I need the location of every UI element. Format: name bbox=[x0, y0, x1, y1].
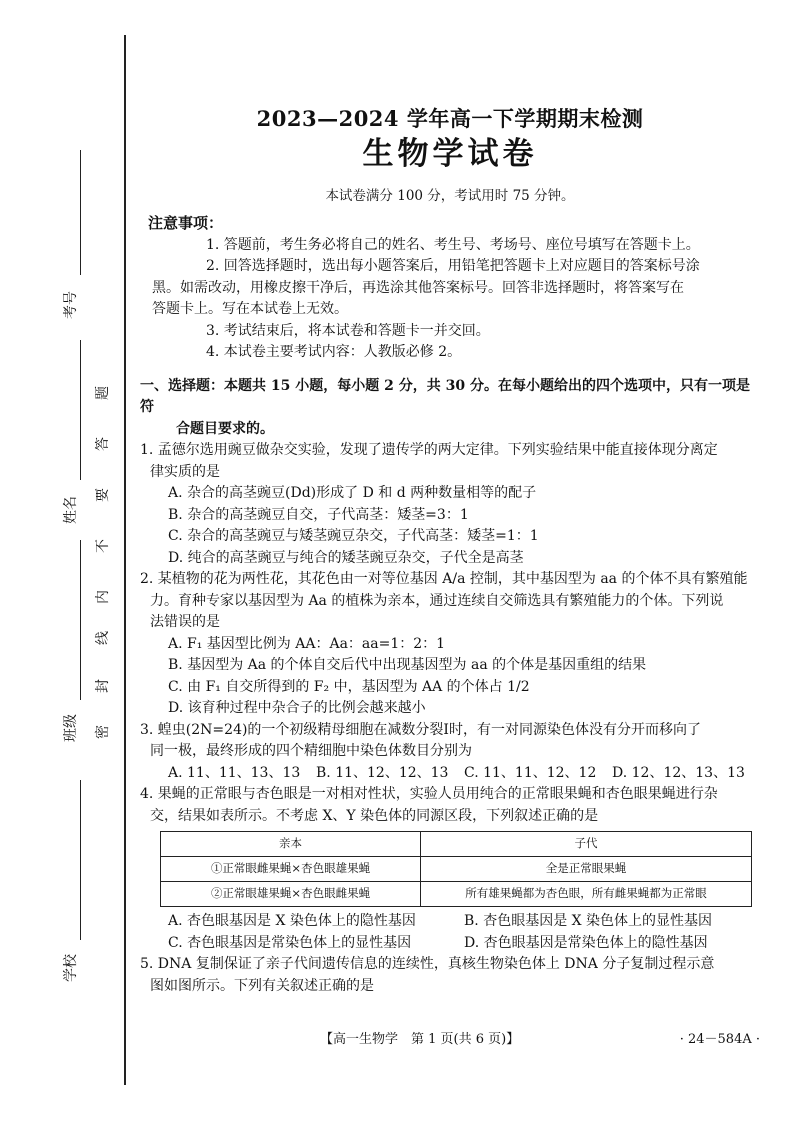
warning-char: 内 bbox=[95, 590, 111, 604]
exam-no-label: 考号 bbox=[63, 291, 79, 319]
class-underline bbox=[80, 540, 81, 700]
notice-title: 注意事项： bbox=[148, 214, 224, 232]
section-line: 合题目要求的。 bbox=[176, 420, 274, 437]
option-a: A. 杂合的高茎豌豆(Dd)形成了 D 和 d 两种数量相等的配子 bbox=[168, 485, 537, 501]
option-b: B. 杏色眼基因是 X 染色体上的显性基因 bbox=[464, 913, 713, 929]
question-stem: 交，结果如表所示。不考虑 X、Y 染色体的同源区段，下列叙述正确的是 bbox=[150, 807, 599, 824]
options-row bbox=[140, 911, 760, 933]
cross-results-table bbox=[160, 831, 752, 907]
section-heading bbox=[140, 376, 760, 441]
question-stem: 1. 孟德尔选用豌豆做杂交实验，发现了遗传学的两大定律。下列实验结果中能直接体现分离定 bbox=[140, 442, 718, 458]
warning-char: 题 bbox=[95, 386, 111, 400]
table-cell: ②正常眼雄果蝇×杏色眼雌果蝇 bbox=[161, 882, 421, 907]
option-d: D. 纯合的高茎豌豆与纯合的矮茎豌豆杂交，子代全是高茎 bbox=[168, 549, 524, 566]
page-number: 【高一生物学 第 1 页(共 6 页)】 bbox=[320, 1032, 520, 1047]
option-b: B. 基因型为 Aa 的个体自交后代中出现基因型为 aa 的个体是基因重组的结果 bbox=[168, 657, 647, 673]
warning-char: 密 bbox=[95, 725, 111, 739]
exam-title: 2023—2024 学年高一下学期期末检测 bbox=[256, 106, 644, 131]
option-b: B. 11、12、12、13 bbox=[316, 764, 449, 781]
section-line: 一、选择题：本题共 15 小题，每小题 2 分，共 30 分。在每小题给出的四个选项中，只有一项是符 bbox=[140, 377, 750, 415]
option-c: C. 杏色眼基因是常染色体上的显性基因 bbox=[168, 934, 412, 951]
warning-char: 线 bbox=[95, 631, 111, 645]
question-stem: 图如图所示。下列有关叙述正确的是 bbox=[150, 977, 374, 994]
option-c: C. 由 F₁ 自交所得到的 F₂ 中，基因型为 AA 的个体占 1/2 bbox=[168, 678, 530, 695]
seal-line bbox=[124, 35, 126, 1085]
warning-char: 封 bbox=[95, 679, 111, 693]
option-a: A. F₁ 基因型比例为 AA：Aa：aa=1：2：1 bbox=[168, 635, 446, 652]
notice-item: 4. 本试卷主要考试内容：人教版必修 2。 bbox=[206, 344, 462, 360]
name-label: 姓名 bbox=[63, 496, 79, 524]
question-stem: 律实质的是 bbox=[150, 463, 220, 480]
question-stem: 5. DNA 复制保证了亲子代间遗传信息的连续性，真核生物染色体上 DNA 分子复制过程示意 bbox=[140, 956, 715, 972]
question-stem: 3. 蝗虫(2N=24)的一个初级精母细胞在减数分裂Ⅰ时，有一对同源染色体没有分开而移向了 bbox=[140, 721, 701, 738]
question-stem: 同一极，最终形成的四个精细胞中染色体数目分别为 bbox=[150, 743, 472, 759]
table-header: 亲本 bbox=[161, 832, 421, 857]
school-label: 学校 bbox=[63, 954, 79, 982]
exam-subject: 生物学试卷 bbox=[362, 135, 538, 172]
question-2 bbox=[140, 569, 760, 720]
notice-item: 答题卡上。写在本试卷上无效。 bbox=[152, 301, 348, 317]
option-d: D. 12、12、13、13 bbox=[612, 764, 745, 781]
table-header-row bbox=[161, 832, 752, 857]
option-a: A. 11、11、13、13 bbox=[168, 764, 301, 781]
option-c: C. 11、11、12、12 bbox=[464, 764, 597, 781]
table-row bbox=[161, 857, 752, 882]
question-1 bbox=[140, 440, 760, 569]
question-stem: 2. 某植物的花为两性花，其花色由一对等位基因 A/a 控制，其中基因型为 aa 的个体不具有繁殖能 bbox=[140, 571, 748, 587]
options-row bbox=[140, 933, 760, 955]
table-cell: 全是正常眼果蝇 bbox=[421, 857, 752, 882]
notice-item: 黑。如需改动，用橡皮擦干净后，再选涂其他答案标号。回答非选择题时，将答案写在 bbox=[152, 279, 684, 296]
exam-content bbox=[140, 108, 760, 997]
warning-char: 答 bbox=[95, 437, 111, 451]
question-stem: 力。育种专家以基因型为 Aa 的植株为亲本，通过连续自交筛选具有繁殖能力的个体。下列说 bbox=[150, 592, 724, 609]
option-d: D. 该育种过程中杂合子的比例会越来越小 bbox=[168, 700, 426, 716]
warning-char: 不 bbox=[95, 539, 111, 553]
table-row bbox=[161, 882, 752, 907]
notice-item: 3. 考试结束后，将本试卷和答题卡一并交回。 bbox=[206, 322, 490, 339]
option-d: D. 杏色眼基因是常染色体上的隐性基因 bbox=[464, 934, 708, 951]
question-stem: 4. 果蝇的正常眼与杏色眼是一对相对性状，实验人员用纯合的正常眼果蝇和杏色眼果蝇进行杂 bbox=[140, 786, 718, 802]
question-5 bbox=[140, 954, 760, 997]
option-a: A. 杏色眼基因是 X 染色体上的隐性基因 bbox=[168, 913, 416, 929]
option-b: B. 杂合的高茎豌豆自交，子代高茎：矮茎=3：1 bbox=[168, 506, 469, 523]
table-header: 子代 bbox=[421, 832, 752, 857]
notice-item: 2. 回答选择题时，选出每小题答案后，用铅笔把答题卡上对应题目的答案标号涂 bbox=[206, 258, 700, 274]
option-c: C. 杂合的高茎豌豆与矮茎豌豆杂交，子代高茎：矮茎=1：1 bbox=[168, 528, 539, 544]
name-underline bbox=[80, 340, 81, 480]
school-underline bbox=[80, 780, 81, 940]
question-3 bbox=[140, 720, 760, 785]
exam-no-underline bbox=[80, 150, 81, 275]
notice-item: 1. 答题前，考生务必将自己的姓名、考生号、考场号、座位号填写在答题卡上。 bbox=[206, 236, 700, 253]
options-row bbox=[140, 763, 760, 785]
warning-char: 要 bbox=[95, 488, 111, 502]
exam-meta: 本试卷满分 100 分，考试用时 75 分钟。 bbox=[325, 187, 575, 204]
question-stem: 法错误的是 bbox=[150, 614, 220, 630]
paper-code: · 24－584A · bbox=[679, 1032, 760, 1047]
question-4 bbox=[140, 784, 760, 954]
notice-list bbox=[140, 235, 760, 364]
table-cell: 所有雄果蝇都为杏色眼，所有雌果蝇都为正常眼 bbox=[421, 882, 752, 907]
table-cell: ①正常眼雌果蝇×杏色眼雄果蝇 bbox=[161, 857, 421, 882]
class-label: 班级 bbox=[63, 714, 79, 742]
